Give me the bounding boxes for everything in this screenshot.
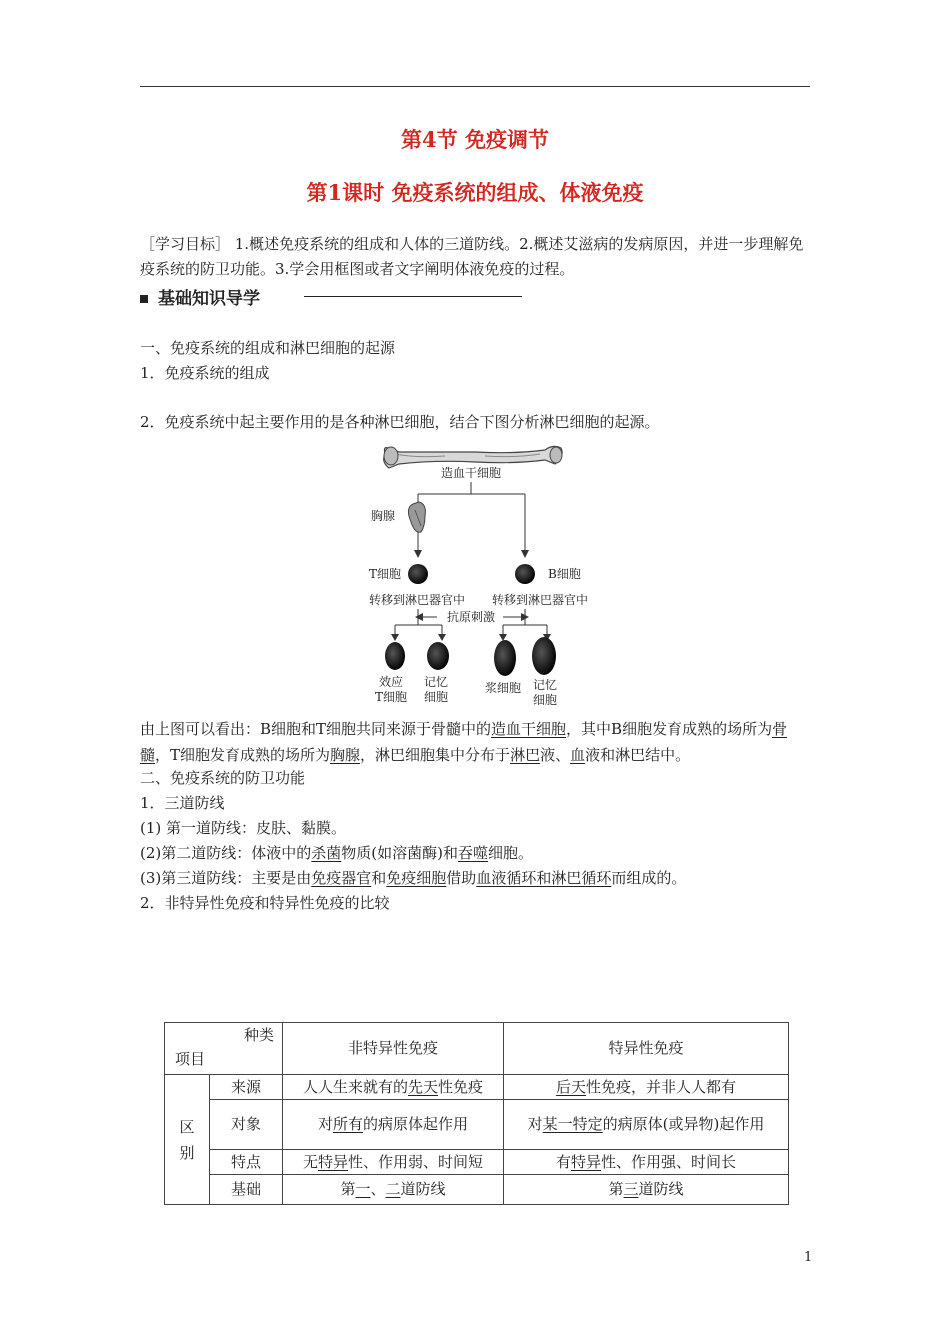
- thymus-label: 胸腺: [371, 509, 396, 523]
- memory-left-label-1: 记忆: [423, 675, 449, 689]
- answer-blank: 骨髓: [140, 720, 788, 764]
- row-label-target: 对象: [210, 1100, 283, 1150]
- answer-blank: 造血干细胞: [491, 720, 567, 738]
- table-header-specific: 特异性免疫: [504, 1023, 789, 1075]
- effector-t-cell-icon: [385, 642, 405, 670]
- answer-blank: 胸腺: [330, 746, 361, 764]
- learning-objectives: ［学习目标］ 1.概述免疫系统的组成和人体的三道防线。2.概述艾滋病的发病原因，并进一步理解免疫系统的防卫功能。3.学会用框图或者文字阐明体液免疫的过程。: [140, 235, 804, 278]
- page-number: 1: [804, 1250, 813, 1265]
- t-cell-label: T细胞: [369, 567, 402, 581]
- answer-blank: 免疫器官: [311, 869, 372, 887]
- b-cell-label: B细胞: [548, 567, 581, 581]
- answer-blank: 杀菌: [311, 844, 342, 862]
- table-cell: 对某一特定的病原体(或异物)起作用: [504, 1100, 789, 1150]
- transfer-right-label: 转移到淋巴器官中: [491, 593, 589, 607]
- page-title: 第4节 免疫调节: [401, 127, 549, 152]
- part2-heading: 二、免疫系统的防卫功能: [140, 769, 306, 787]
- answer-blank: 血: [570, 746, 586, 764]
- header-rule: [140, 86, 810, 87]
- effector-t-label-2: T细胞: [374, 690, 408, 704]
- stem-cell-label: 造血干细胞: [440, 466, 502, 480]
- table-group-label: 区 别: [165, 1075, 210, 1205]
- memory-left-label-2: 细胞: [423, 690, 449, 704]
- answer-blank: 淋巴: [510, 746, 541, 764]
- table-cell: 对所有的病原体起作用: [283, 1100, 504, 1150]
- table-cell: 第一、二道防线: [283, 1175, 504, 1205]
- section-heading: 基础知识导学: [140, 284, 260, 309]
- defense-line-3: (3)第三道防线：主要是由免疫器官和免疫细胞借助血液循环和淋巴循环而组成的。: [140, 869, 687, 887]
- table-header-nonspecific: 非特异性免疫: [283, 1023, 504, 1075]
- table-cell: 后天性免疫，并非人人都有: [504, 1075, 789, 1100]
- memory-cell-right-icon: [532, 637, 556, 675]
- part2-item1: 1．三道防线: [140, 794, 225, 812]
- lymphocyte-origin-diagram: [355, 442, 600, 712]
- b-cell-icon: [515, 564, 535, 584]
- effector-t-label-1: 效应: [378, 675, 404, 689]
- table-cell: 无特异性、作用弱、时间短: [283, 1150, 504, 1175]
- plasma-cell-icon: [494, 640, 516, 676]
- answer-blank: 吞噬: [457, 844, 488, 862]
- table-cell: 第三道防线: [504, 1175, 789, 1205]
- antigen-stimulus-label: 抗原刺激: [446, 610, 496, 624]
- thymus-image: [408, 502, 425, 532]
- part1-heading: 一、免疫系统的组成和淋巴细胞的起源: [140, 339, 396, 357]
- table-cell: 有特异性、作用强、时间长: [504, 1150, 789, 1175]
- section-rule: [304, 296, 522, 297]
- conclusion-paragraph: 由上图可以看出：B细胞和T细胞共同来源于骨髓中的造血干细胞，其中B细胞发育成熟的场所为骨髓，T细胞发育成熟的场所为胸腺，淋巴细胞集中分布于淋巴液、血液和淋巴结中。: [140, 720, 788, 764]
- bone-image: [384, 446, 562, 468]
- memory-right-label-2: 细胞: [532, 693, 558, 707]
- table-cell: 人人生来就有的先天性免疫: [283, 1075, 504, 1100]
- answer-blank: 血液循环和淋巴循环: [476, 869, 612, 887]
- part2-item2: 2．非特异性免疫和特异性免疫的比较: [140, 894, 390, 912]
- transfer-left-label: 转移到淋巴器官中: [368, 593, 466, 607]
- plasma-cell-label: 浆细胞: [484, 681, 522, 695]
- memory-right-label-1: 记忆: [532, 678, 558, 692]
- memory-cell-left-icon: [427, 642, 449, 670]
- table-corner-cell: 种类 项目: [165, 1023, 283, 1075]
- page-subtitle: 第1课时 免疫系统的组成、体液免疫: [306, 180, 644, 205]
- immunity-comparison-table: [164, 1022, 789, 1205]
- part1-item1: 1．免疫系统的组成: [140, 364, 270, 382]
- part1-item2: 2．免疫系统中起主要作用的是各种淋巴细胞，结合下图分析淋巴细胞的起源。: [140, 413, 660, 431]
- row-label-basis: 基础: [210, 1175, 283, 1205]
- defense-line-2: (2)第二道防线：体液中的杀菌物质(如溶菌酶)和吞噬细胞。: [140, 844, 534, 862]
- t-cell-icon: [408, 564, 428, 584]
- answer-blank: 免疫细胞: [386, 869, 447, 887]
- defense-line-1: (1) 第一道防线：皮肤、黏膜。: [140, 819, 347, 837]
- square-bullet-icon: [140, 295, 148, 303]
- row-label-features: 特点: [210, 1150, 283, 1175]
- row-label-source: 来源: [210, 1075, 283, 1100]
